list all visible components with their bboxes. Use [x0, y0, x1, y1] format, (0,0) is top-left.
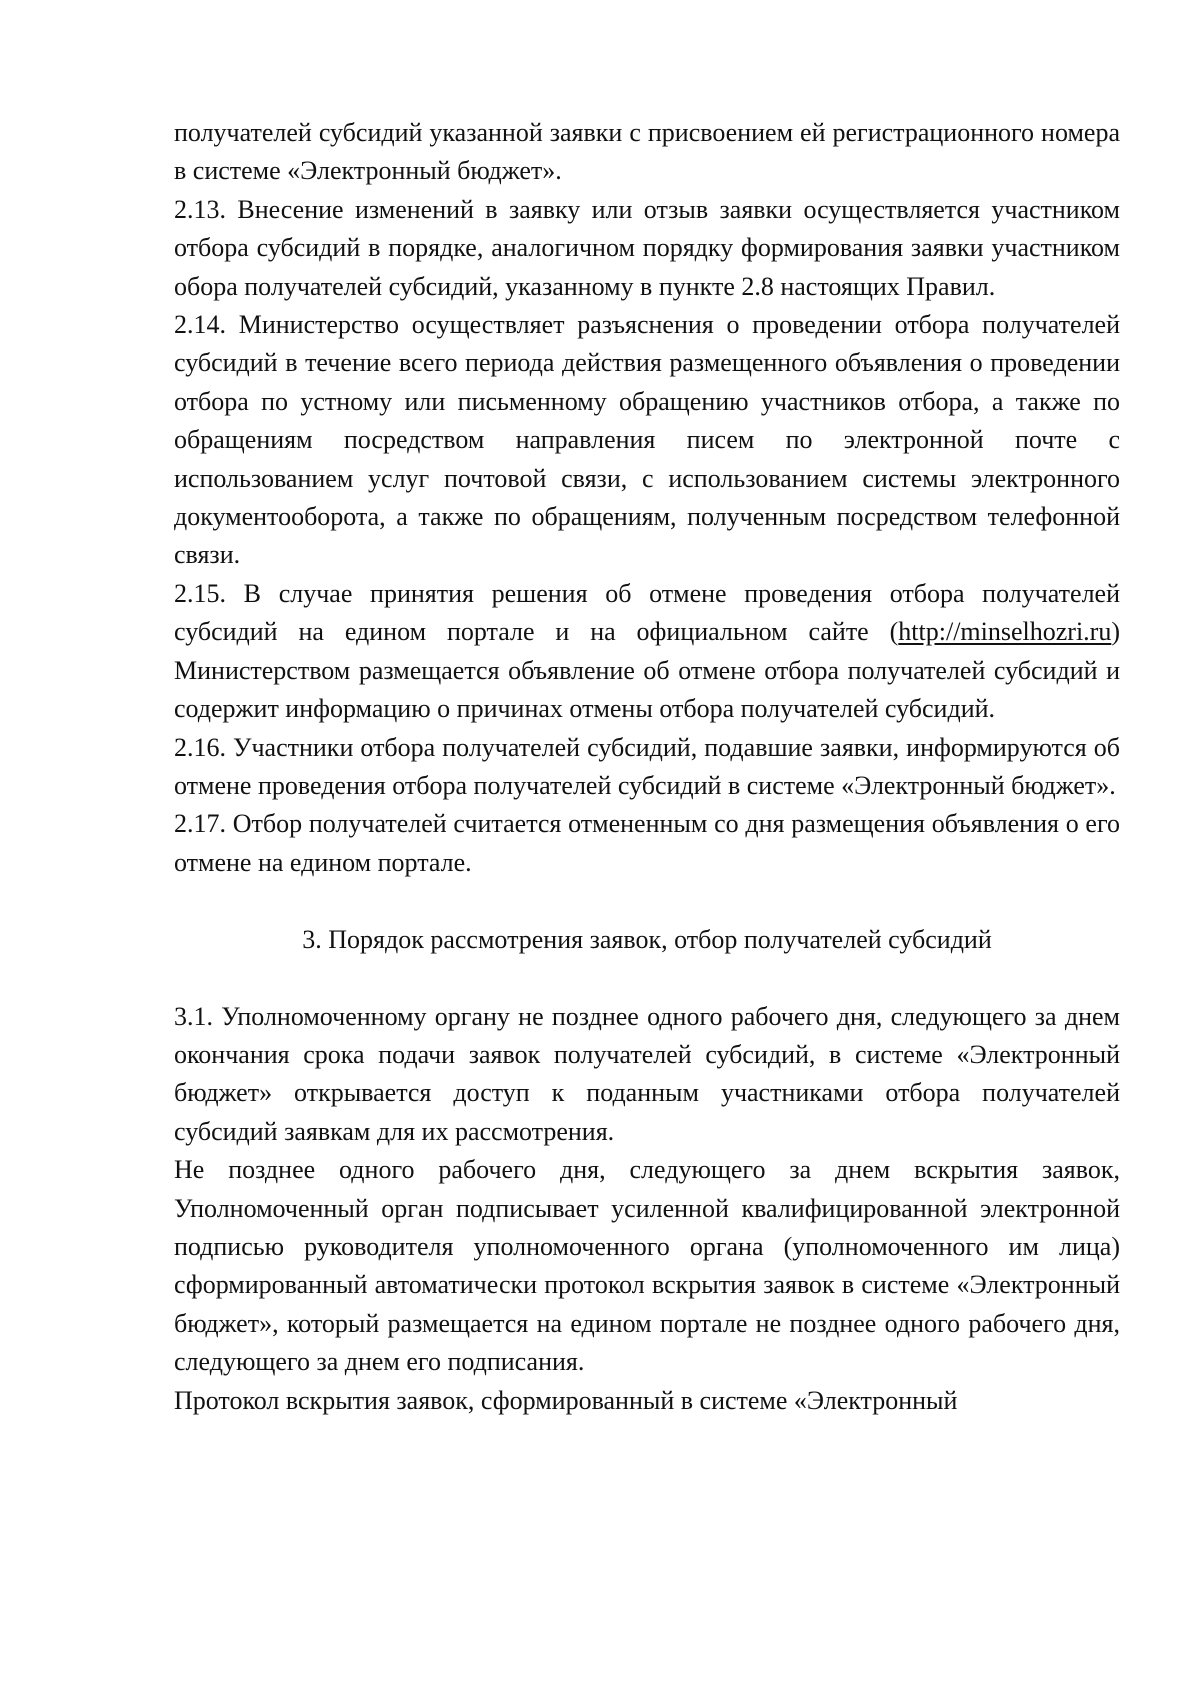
minselhoz-link[interactable]: http://minselhozri.ru: [898, 617, 1112, 647]
paragraph-2-13: 2.13. Внесение изменений в заявку или отзыв заявки осуществляется участником отбора субсидий в порядке, аналогичном порядку формирования заявки участником обора получателей субсидий, указанному в пункте 2.8 настоящих Правил.: [174, 194, 1120, 301]
paragraph-continuation: получателей субсидий указанной заявки с присвоением ей регистрационного номера в системе «Электронный бюджет».: [174, 118, 1120, 186]
paragraph-2-14: 2.14. Министерство осуществляет разъяснения о проведении отбора получателей субсидий в течение всего периода действия размещенного объявления о проведении отбора по устному или письменному обращению участников отбора, а также по обращениям посредством направления писем по электронной почте с использованием услуг почтовой связи, с использованием системы электронного документооборота, а также по обращениям, полученным посредством телефонной связи.: [174, 310, 1120, 570]
paragraph-2-15: [174, 575, 1120, 729]
paragraph-2-15-text-start: 2.15. В случае принятия решения об отмене проведения отбора получателей субсидий на едином портале и на официальном сайте (: [174, 578, 1120, 647]
paragraph-3-1-protocol: Протокол вскрытия заявок, сформированный в системе «Электронный: [174, 1385, 958, 1415]
section-3-heading: 3. Порядок рассмотрения заявок, отбор получателей субсидий: [302, 925, 992, 955]
document-page: [174, 114, 1120, 1420]
paragraph-3-1-signing: Не позднее одного рабочего дня, следующего за днем вскрытия заявок, Уполномоченный орган подписывает усиленной квалифицированной электронной подписью руководителя уполномоченного органа (уполномоченного им лица) сформированный автоматически протокол вскрытия заявок в системе «Электронный бюджет», который размещается на едином портале не позднее одного рабочего дня, следующего за днем его подписания.: [174, 1155, 1120, 1377]
paragraph-3-1: 3.1. Уполномоченному органу не позднее одного рабочего дня, следующего за днем окончания срока подачи заявок получателей субсидий, в системе «Электронный бюджет» открывается доступ к поданным участниками отбора получателей субсидий заявкам для их рассмотрения.: [174, 1001, 1120, 1146]
paragraph-2-16: 2.16. Участники отбора получателей субсидий, подавшие заявки, информируются об отмене проведения отбора получателей субсидий в системе «Электронный бюджет».: [174, 732, 1120, 800]
paragraph-2-17: 2.17. Отбор получателей считается отмененным со дня размещения объявления о его отмене на едином портале.: [174, 809, 1120, 877]
paragraph-2-15-text-end: ) Министерством размещается объявление об отмене отбора получателей субсидий и содержит информацию о причинах отмены отбора получателей субсидий.: [174, 617, 1120, 724]
